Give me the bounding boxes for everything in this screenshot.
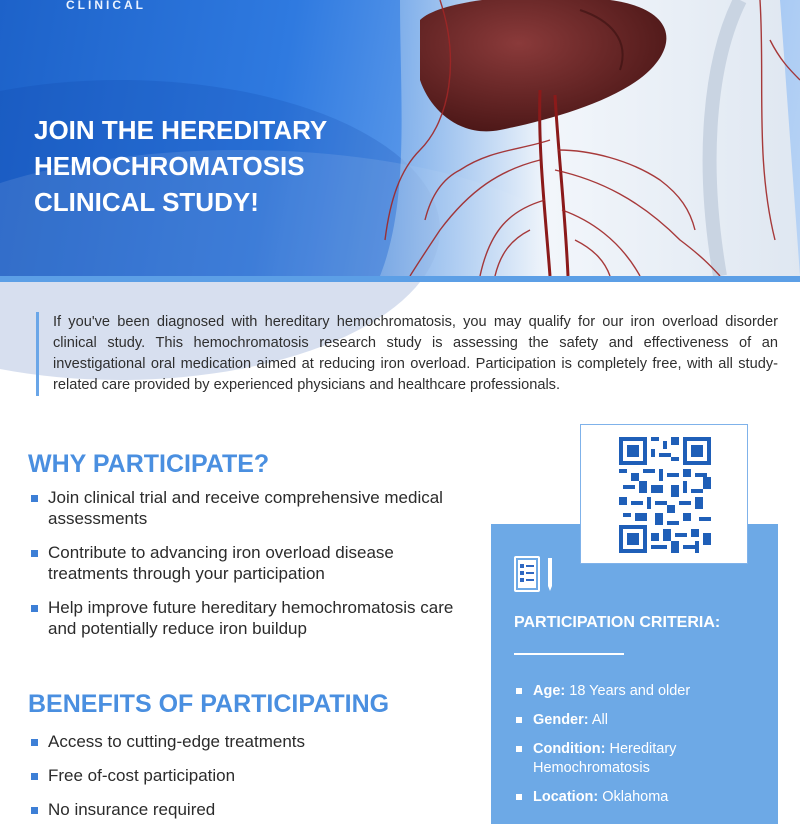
intro-paragraph: If you've been diagnosed with hereditary hemochromatosis, you may qualify for our iron overload disorder clinical study. This hemochromatosis research study is assessing the safety and effectiveness of an investigational oral medication aimed at reducing iron overload. Participation is completely free, with all study-related care provided by experienced physicians and healthcare professionals. [36, 312, 778, 396]
hero-divider [0, 276, 800, 282]
list-item: Help improve future hereditary hemochromatosis care and potentially reduce iron buildup [28, 597, 478, 639]
why-participate-list [28, 487, 478, 652]
criteria-label: Age: [533, 683, 566, 699]
list-item: Contribute to advancing iron overload disease treatments through your participation [28, 542, 478, 584]
criteria-label: Location: [533, 789, 599, 805]
criteria-list [514, 682, 774, 817]
benefits-list [28, 731, 478, 833]
checklist-icon [512, 552, 558, 598]
criteria-item [514, 682, 774, 701]
criteria-value: 18 Years and older [569, 683, 691, 699]
hero-title [34, 112, 414, 220]
hero-banner [0, 0, 800, 276]
hero-title-line: HEMOCHROMATOSIS [34, 151, 305, 181]
benefits-heading: BENEFITS OF PARTICIPATING [28, 690, 390, 718]
hero-title-line: JOIN THE HEREDITARY [34, 115, 328, 145]
brand-name: CLINICAL [66, 0, 146, 12]
criteria-item [514, 788, 774, 807]
criteria-label: Gender: [533, 712, 589, 728]
hero-title-line: CLINICAL STUDY! [34, 187, 259, 217]
criteria-value: All [591, 712, 608, 728]
criteria-item [514, 740, 774, 778]
list-item: Access to cutting-edge treatments [28, 731, 478, 752]
criteria-value: Hereditary Hemochromatosis [533, 741, 677, 776]
list-item: Free of-cost participation [28, 765, 478, 786]
criteria-label: Condition: [533, 741, 606, 757]
criteria-underline [514, 653, 624, 655]
why-participate-heading: WHY PARTICIPATE? [28, 450, 270, 478]
liver-anatomy-illustration [380, 0, 800, 276]
list-item: Join clinical trial and receive comprehensive medical assessments [28, 487, 478, 529]
criteria-value: Oklahoma [602, 789, 669, 805]
criteria-heading: PARTICIPATION CRITERIA: [514, 614, 721, 631]
qr-code-icon [619, 437, 711, 553]
qr-code-card[interactable] [580, 424, 748, 564]
criteria-item [514, 711, 774, 730]
list-item: No insurance required [28, 799, 478, 820]
